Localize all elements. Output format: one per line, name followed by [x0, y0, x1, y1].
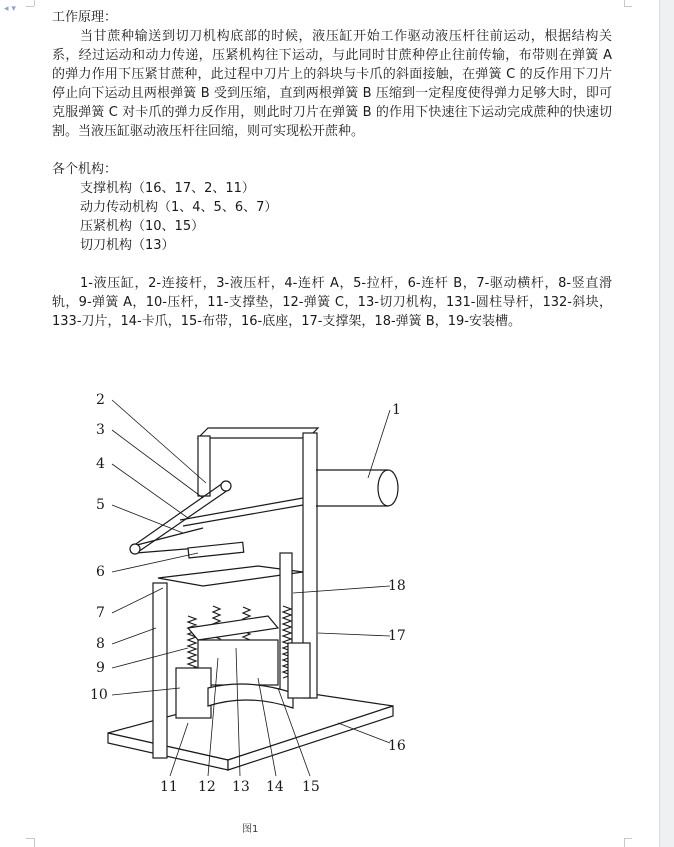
corner-arrow-icon: ◂ ▾ [4, 4, 16, 14]
figure-label: 2 [96, 392, 105, 408]
figure-label: 15 [302, 779, 320, 795]
list-item: 支撑机构（16、17、2、11） [80, 181, 255, 196]
figure-label: 10 [90, 687, 108, 703]
figure-label: 1 [392, 402, 401, 418]
document-body [52, 8, 612, 331]
mechanism-drawing [88, 388, 418, 798]
scrollbar-gutter[interactable] [659, 0, 674, 847]
section-heading: 工作原理： [52, 10, 118, 25]
figure-label: 14 [266, 779, 284, 795]
mechanisms-title: 各个机构： [52, 162, 118, 177]
parts-list: 1-液压缸，2-连接杆，3-液压杆，4-连杆 A，5-拉杆，6-连杆 B，7-驱动横杆，8-竖直滑轨，9-弹簧 A，10-压杆，11-支撑垫，12-弹簧 C，13-切刀机构，131-圆柱导杆，132-斜块，133-刀片，14-卡爪，15-布带，16-底座，17-支撑架，18-弹簧 B，19-安装槽。 [52, 276, 612, 329]
figure-label: 4 [96, 456, 105, 472]
list-item: 压紧机构（10、15） [80, 219, 205, 234]
figure-label: 13 [232, 779, 250, 795]
figure-label: 9 [96, 660, 105, 676]
figure-label: 6 [96, 564, 105, 580]
mechanism-figure [88, 388, 418, 798]
margin-guide [624, 6, 632, 7]
principle-paragraph: 当甘蔗种输送到切刀机构底部的时候，液压缸开始工作驱动液压杆往前运动，根据结构关系，经过运动和动力传递，压紧机构往下运动，与此同时甘蔗种停止往前传输，布带则在弹簧 A 的弹力作用下压紧甘蔗种，此过程中刀片上的斜块与卡爪的斜面接触，在弹簧 C 的反作用下刀片停止向下运动且两根弹簧 B 受到压缩，直到两根弹簧 B 压缩到一定程度使得弹力足够大时，即可克服弹簧 C 对卡爪的弹力反作用，则此时刀片在弹簧 B 的作用下快速往下运动完成蔗种的快速切割。当液压缸驱动液压杆往回缩，则可实现松开蔗种。 [52, 29, 612, 139]
figure-label: 7 [96, 605, 105, 621]
figure-label: 3 [96, 422, 105, 438]
margin-guide [34, 838, 35, 847]
figure-label: 12 [198, 779, 216, 795]
margin-guide [624, 838, 632, 839]
figure-label: 5 [96, 497, 105, 513]
margin-guide [624, 838, 625, 847]
figure-label: 8 [96, 636, 105, 652]
margin-guide [26, 6, 34, 7]
figure-label: 16 [388, 738, 406, 754]
list-item: 动力传动机构（1、4、5、6、7） [80, 200, 278, 215]
figure-label: 11 [160, 779, 178, 795]
margin-guide [26, 838, 34, 839]
list-item: 切刀机构（13） [80, 238, 175, 253]
figure-caption: 图1 [242, 824, 259, 835]
margin-guide [34, 0, 35, 6]
mechanisms-list [52, 179, 612, 255]
figure-label: 17 [388, 628, 406, 644]
figure-label: 18 [388, 578, 406, 594]
